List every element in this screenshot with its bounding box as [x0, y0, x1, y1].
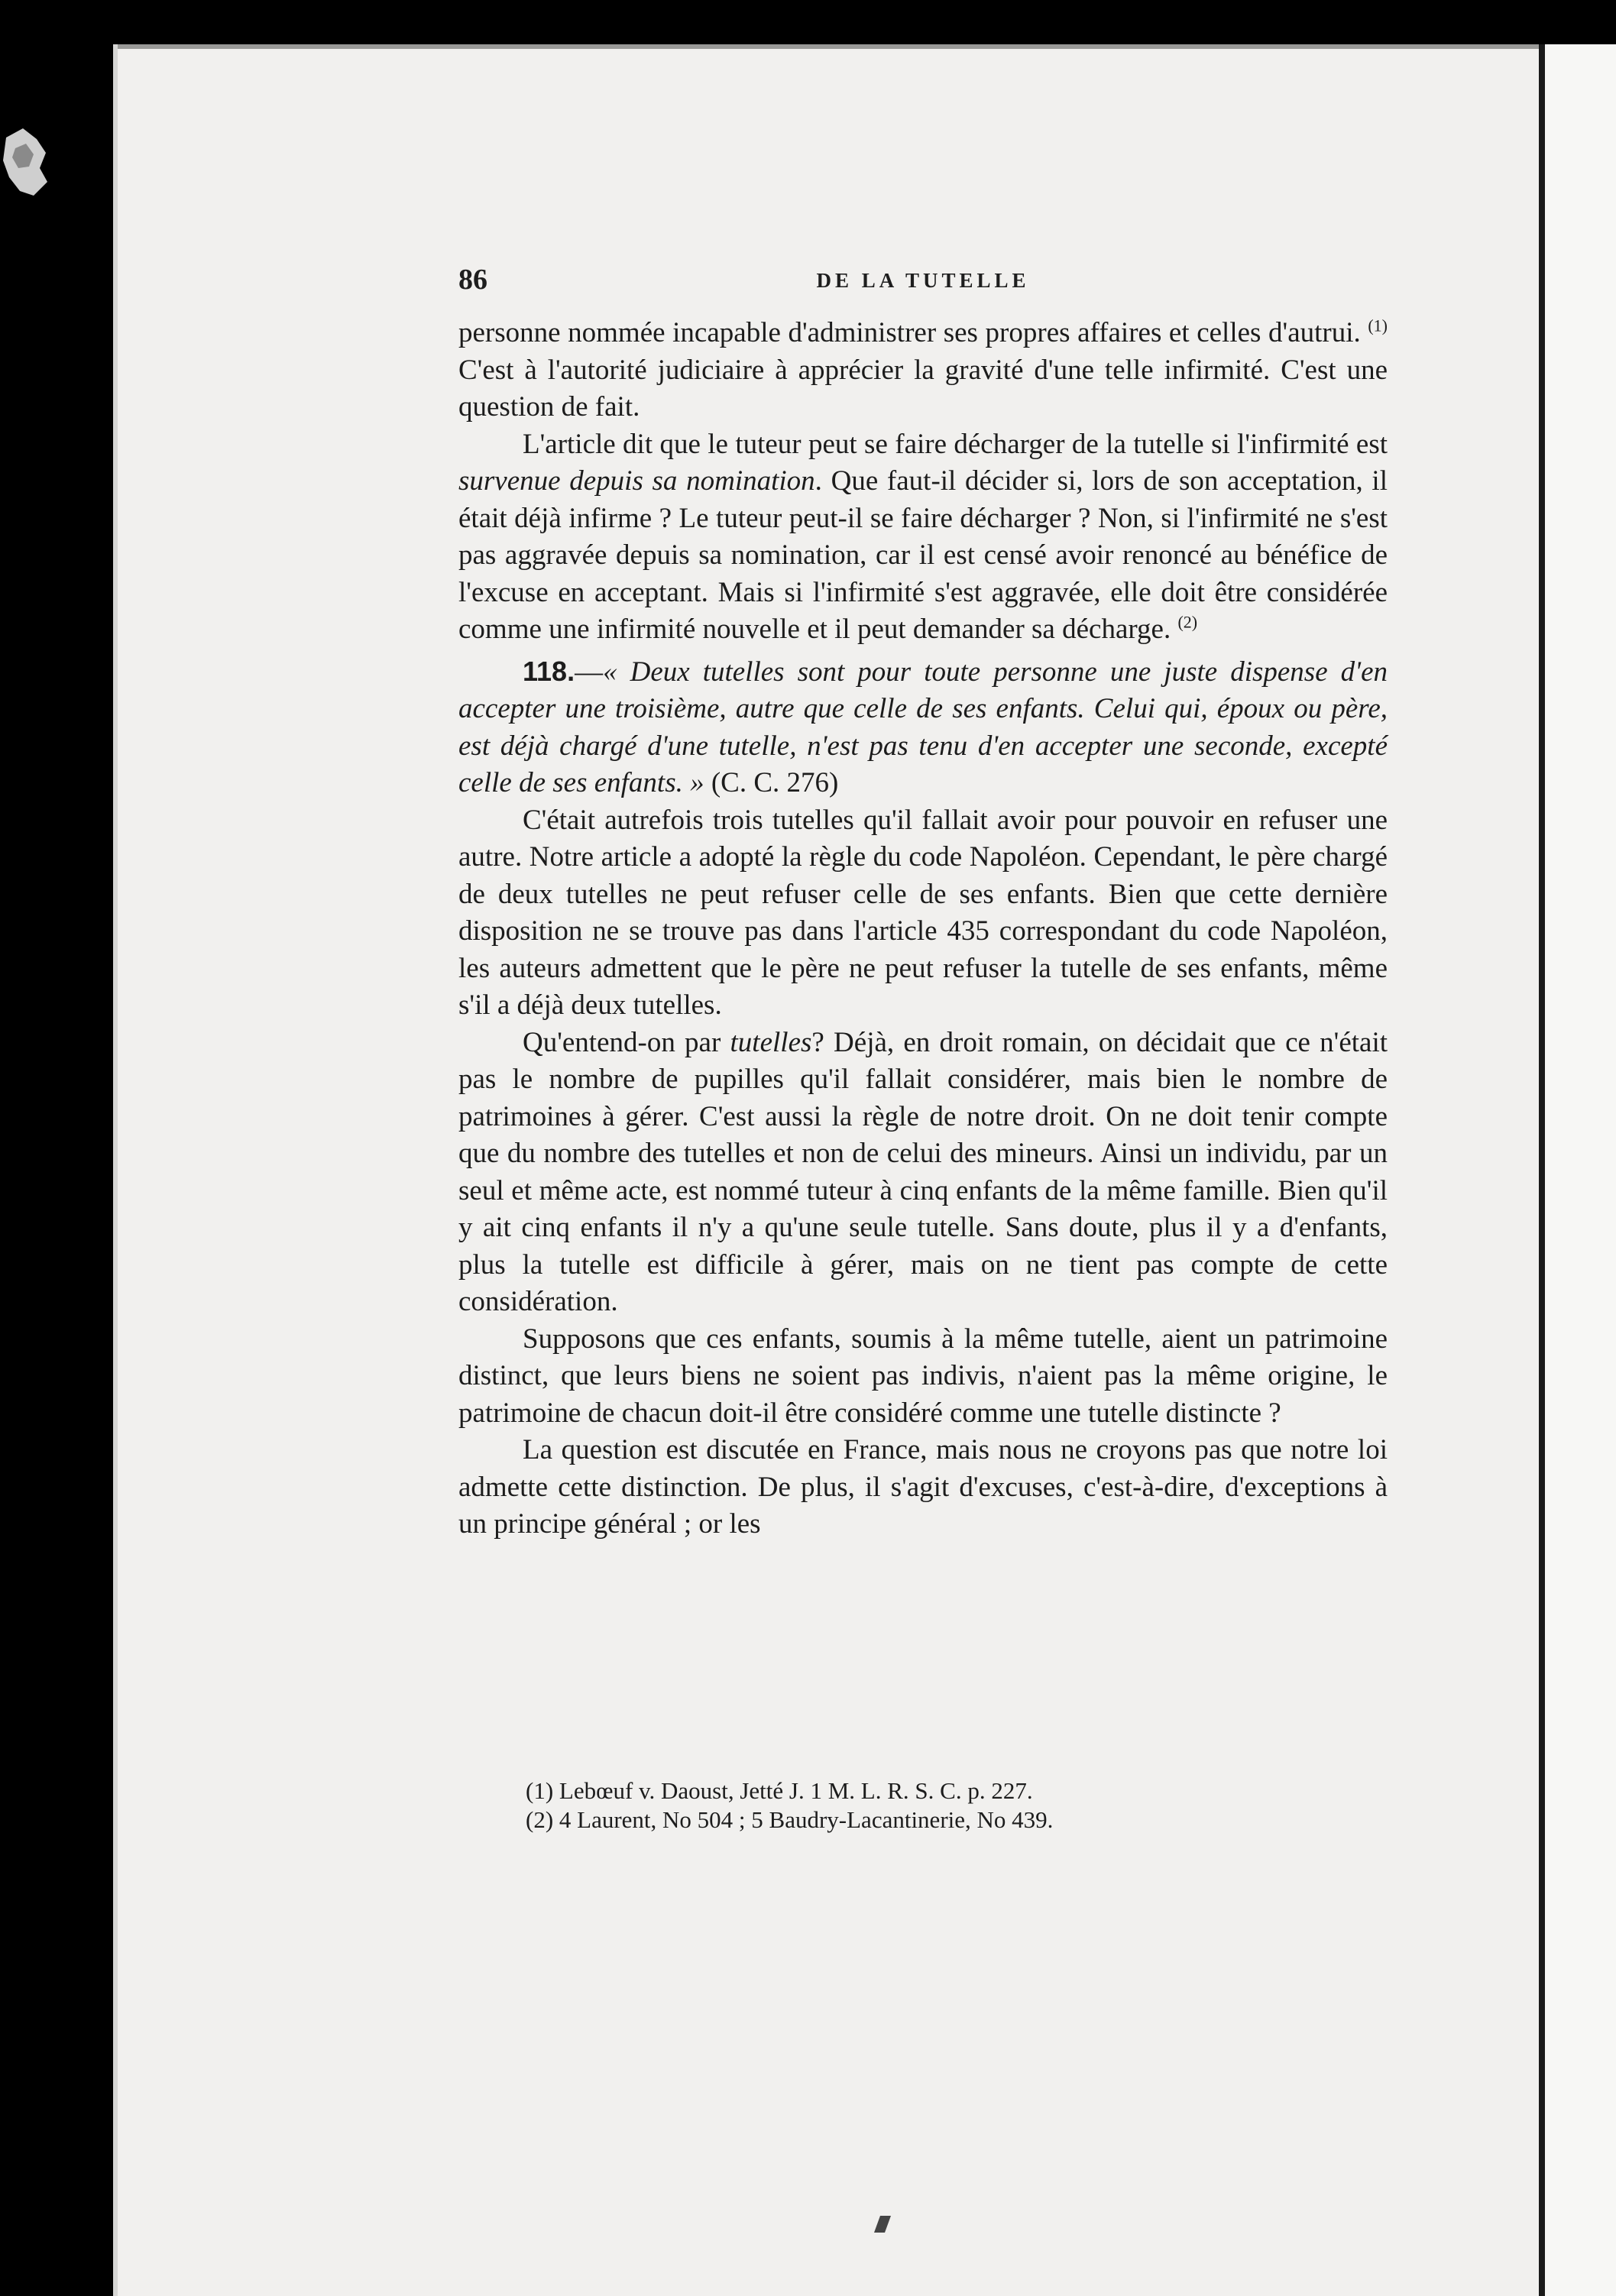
footnote-1: (1) Lebœuf v. Daoust, Jetté J. 1 M. L. R. S. C. p. 227.: [526, 1777, 1033, 1804]
running-title: DE LA TUTELLE: [816, 269, 1030, 292]
article-number: 118.: [523, 655, 575, 687]
p5-text-b: ? Déjà, en droit romain, on décidait que ce n'était pas le nombre de pupilles qu'il fallait considérer, mais bien le nombre de patrimoines à gérer. C'est aussi la règle de notre droit. On ne doit tenir compte que du nombre des tutelles et non de celui des mineurs. Ainsi un individu, par un seul et même acte, est nommé tuteur à cinq enfants de la même famille. Bien qu'il y ait cinq enfants il n'y a qu'une seule tutelle. Sans doute, plus il y a d'enfants, plus la tutelle est difficile à gérer, mais on ne tient pas compte de cette considération.: [458, 1026, 1388, 1317]
page-number: 86: [458, 264, 487, 296]
p1-text-a: personne nommée incapable d'administrer ses propres affaires et celles d'autrui.: [458, 317, 1361, 348]
p2-text-a: L'article dit que le tuteur peut se faire décharger de la tutelle si l'infirmité est: [523, 428, 1388, 460]
article-citation: (C. C. 276): [704, 767, 839, 798]
article-quote: « Deux tutelles sont pour toute personne une juste dispense d'en accepter une troisième, autre que celle de ses enfants. Celui qui, époux ou père, est déjà chargé d'une tutelle, n'est pas tenu d'en accepter une seconde, excepté celle de ses enfants. »: [458, 656, 1388, 798]
footnotes: [526, 1776, 1388, 1835]
p5-text-a: Qu'entend-on par: [523, 1026, 730, 1058]
p2-emphasis: survenue depuis sa nomination: [458, 465, 815, 497]
paragraph-2: [458, 426, 1388, 649]
article-118: [458, 653, 1388, 802]
paragraph-6: Supposons que ces enfants, soumis à la même tutelle, aient un patrimoine distinct, que leurs biens ne soient pas indivis, n'aient pas la même origine, le patrimoine de chacun doit-il être considéré comme une tutelle distincte ?: [458, 1323, 1388, 1429]
article-dash: —: [575, 656, 604, 688]
paragraph-1: [458, 315, 1388, 426]
page-header: [458, 263, 1388, 296]
paragraph-4: C'était autrefois trois tutelles qu'il fallait avoir pour pouvoir en refuser une autre. Notre article a adopté la règle du code Napoléon. Cependant, le père chargé de deux tutelles ne peut refuser celle de ses enfants. Bien que cette dernière disposition ne se trouve pas dans l'article 435 correspondant du code Napoléon, les auteurs admettent que le père ne peut refuser la tutelle de ses enfants, même s'il a déjà deux tutelles.: [458, 804, 1388, 1021]
scan-speck: [0, 122, 53, 214]
paragraph-5: [458, 1025, 1388, 1321]
adjacent-page-edge: [1539, 44, 1616, 2296]
footnote-ref-1: (1): [1368, 316, 1388, 335]
paragraph-7: La question est discutée en France, mais nous ne croyons pas que notre loi admette cette distinction. De plus, il s'agit d'excuses, c'est-à-dire, d'exceptions à un principe général ; or les: [458, 1434, 1388, 1540]
p2-text-b: . Que faut-il décider si, lors de son acceptation, il était déjà infirme ? Le tuteur peut-il se faire décharger ? Non, si l'infirmité ne s'est pas aggravée depuis sa nomination, car il est censé avoir renoncé au bénéfice de l'excuse en acceptant. Mais si l'infirmité s'est aggravée, elle doit être considérée comme une infirmité nouvelle et il peut demander sa décharge.: [458, 465, 1388, 645]
body-text: [458, 315, 1388, 1543]
footnote-2: (2) 4 Laurent, No 504 ; 5 Baudry-Lacantinerie, No 439.: [526, 1806, 1054, 1833]
p1-text-b: C'est à l'autorité judiciaire à apprécier la gravité d'une telle infirmité. C'est une question de fait.: [458, 354, 1388, 423]
p5-emphasis: tutelles: [730, 1026, 812, 1058]
footnote-ref-2: (2): [1177, 612, 1198, 632]
